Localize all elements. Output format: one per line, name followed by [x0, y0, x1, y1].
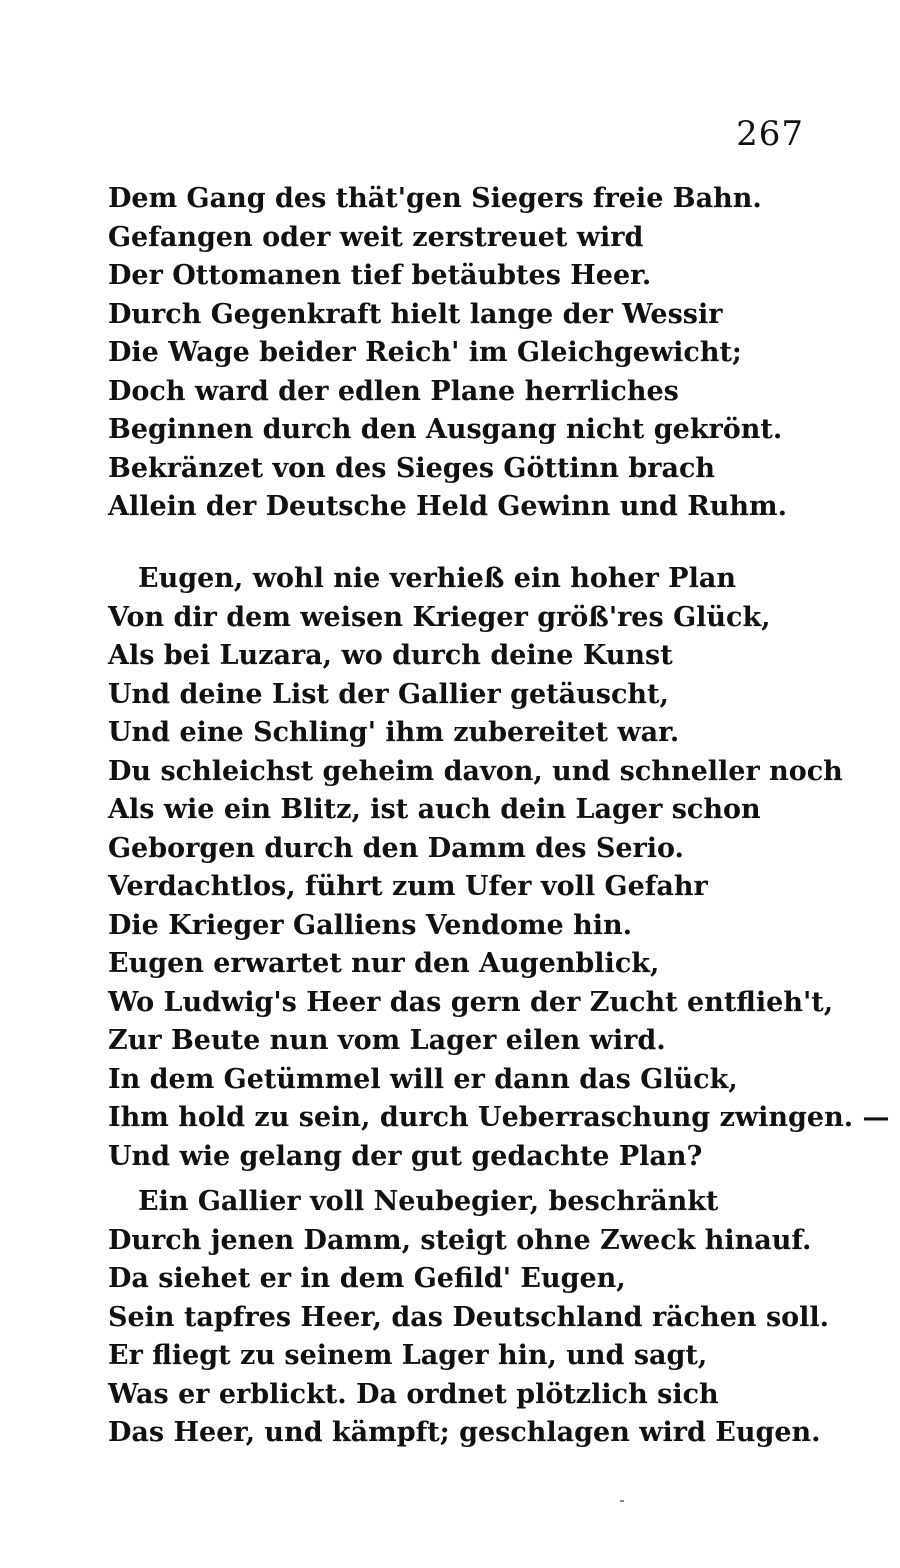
- verse-line: Durch Gegenkraft hielt lange der Wessir: [108, 298, 723, 330]
- print-speck: [620, 1500, 624, 1502]
- verse-line: Gefangen oder weit zerstreuet wird: [108, 221, 644, 253]
- verse-line: Von dir dem weisen Krieger größ'res Glück,: [108, 601, 771, 633]
- stanza-2: [108, 560, 890, 1176]
- verse-line: Ein Gallier voll Neubegier, beschränkt: [138, 1186, 719, 1217]
- verse-line: In dem Getümmel will er dann das Glück,: [108, 1063, 738, 1095]
- verse-line: Als wie ein Blitz, ist auch dein Lager schon: [108, 794, 761, 825]
- page-number: 267: [736, 114, 804, 154]
- verse-line: Da siehet er in dem Gefild' Eugen,: [108, 1263, 626, 1294]
- verse-line: Als bei Luzara, wo durch deine Kunst: [108, 640, 673, 671]
- verse-line: Verdachtlos, führt zum Ufer voll Gefahr: [108, 871, 708, 902]
- verse-line: Beginnen durch den Ausgang nicht gekrönt.: [108, 414, 783, 445]
- verse-line: Eugen, wohl nie verhieß ein hoher Plan: [138, 563, 736, 594]
- verse-line: Wo Ludwig's Heer das gern der Zucht entflieh't,: [108, 986, 834, 1018]
- verse-line: Das Heer, und kämpft; geschlagen wird Eugen.: [108, 1417, 821, 1448]
- verse-line: Er fliegt zu seinem Lager hin, und sagt,: [108, 1340, 708, 1371]
- verse-line: Sein tapfres Heer, das Deutschland rächen soll.: [108, 1301, 830, 1333]
- stanza-3: [108, 1183, 828, 1453]
- verse-line: Die Wage beider Reich' im Gleichgewicht;: [108, 337, 742, 368]
- verse-line: Ihm hold zu sein, durch Ueberraschung zwingen. —: [108, 1102, 890, 1133]
- verse-line: Doch ward der edlen Plane herrliches: [108, 375, 679, 407]
- verse-line: Und wie gelang der gut gedachte Plan?: [108, 1140, 703, 1172]
- verse-line: Und deine List der Gallier getäuscht,: [108, 678, 669, 710]
- verse-line: Du schleichst geheim davon, und schneller noch: [108, 755, 843, 787]
- verse-line: Eugen erwartet nur den Augenblick,: [108, 948, 660, 979]
- verse-line: Und eine Schling' ihm zubereitet war.: [108, 717, 680, 748]
- stanza-1: [108, 180, 828, 527]
- verse-line: Was er erblickt. Da ordnet plötzlich sich: [108, 1378, 719, 1410]
- verse-line: Die Krieger Galliens Vendome hin.: [108, 909, 633, 941]
- verse-line: Der Ottomanen tief betäubtes Heer.: [108, 260, 652, 291]
- verse-line: Durch jenen Damm, steigt ohne Zweck hinauf.: [108, 1224, 812, 1256]
- verse-line: Allein der Deutsche Held Gewinn und Ruhm.: [108, 491, 787, 522]
- verse-line: Dem Gang des thät'gen Siegers freie Bahn.: [108, 183, 762, 214]
- verse-line: Geborgen durch den Damm des Serio.: [108, 832, 684, 864]
- verse-line: Zur Beute nun vom Lager eilen wird.: [108, 1025, 666, 1056]
- verse-line: Bekränzet von des Sieges Göttinn brach: [108, 452, 716, 484]
